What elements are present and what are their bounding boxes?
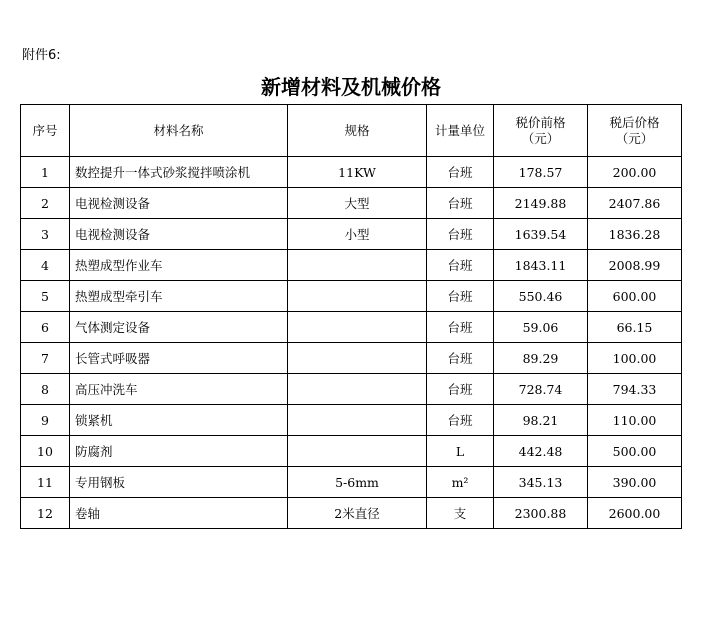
cell-post-tax: 2407.86 — [588, 188, 682, 219]
cell-pre-tax: 2300.88 — [494, 498, 588, 529]
cell-name: 热塑成型牵引车 — [70, 281, 288, 312]
attachment-label: 附件6: — [22, 48, 61, 63]
header-pre-tax-line2: （元） — [521, 130, 560, 146]
cell-seq: 11 — [21, 467, 70, 498]
cell-name: 热塑成型作业车 — [70, 250, 288, 281]
cell-post-tax: 794.33 — [588, 374, 682, 405]
header-post-tax-line2: （元） — [615, 130, 654, 146]
cell-unit: 台班 — [427, 405, 494, 436]
cell-unit: 台班 — [427, 219, 494, 250]
cell-pre-tax: 728.74 — [494, 374, 588, 405]
header-pre-tax — [494, 105, 588, 157]
cell-unit: L — [427, 436, 494, 467]
cell-name: 防腐剂 — [70, 436, 288, 467]
cell-spec — [288, 312, 427, 343]
table-row — [21, 498, 682, 529]
cell-seq: 8 — [21, 374, 70, 405]
header-name: 材料名称 — [70, 105, 288, 157]
cell-unit: 台班 — [427, 188, 494, 219]
document-title: 新增材料及机械价格 — [261, 75, 441, 99]
cell-unit: 台班 — [427, 343, 494, 374]
cell-spec: 2米直径 — [288, 498, 427, 529]
cell-spec — [288, 436, 427, 467]
table-row — [21, 436, 682, 467]
table-row — [21, 281, 682, 312]
cell-post-tax: 110.00 — [588, 405, 682, 436]
cell-name: 专用钢板 — [70, 467, 288, 498]
table-row — [21, 188, 682, 219]
cell-unit: m² — [427, 467, 494, 498]
cell-pre-tax: 1843.11 — [494, 250, 588, 281]
cell-unit: 台班 — [427, 374, 494, 405]
cell-spec: 小型 — [288, 219, 427, 250]
table-header-row — [21, 105, 682, 157]
cell-post-tax: 66.15 — [588, 312, 682, 343]
header-spec: 规格 — [288, 105, 427, 157]
cell-unit: 台班 — [427, 250, 494, 281]
cell-unit: 台班 — [427, 157, 494, 188]
header-post-tax — [588, 105, 682, 157]
cell-pre-tax: 550.46 — [494, 281, 588, 312]
cell-pre-tax: 1639.54 — [494, 219, 588, 250]
table-row — [21, 312, 682, 343]
cell-name: 卷轴 — [70, 498, 288, 529]
cell-seq: 6 — [21, 312, 70, 343]
cell-unit: 支 — [427, 498, 494, 529]
cell-seq: 3 — [21, 219, 70, 250]
cell-pre-tax: 442.48 — [494, 436, 588, 467]
cell-seq: 1 — [21, 157, 70, 188]
cell-seq: 12 — [21, 498, 70, 529]
header-unit: 计量单位 — [427, 105, 494, 157]
cell-post-tax: 500.00 — [588, 436, 682, 467]
cell-seq: 5 — [21, 281, 70, 312]
cell-spec: 大型 — [288, 188, 427, 219]
cell-spec — [288, 281, 427, 312]
cell-name: 高压冲洗车 — [70, 374, 288, 405]
cell-name: 锁紧机 — [70, 405, 288, 436]
table-row — [21, 219, 682, 250]
table-row — [21, 250, 682, 281]
cell-post-tax: 1836.28 — [588, 219, 682, 250]
cell-name: 数控提升一体式砂浆搅拌喷涂机 — [70, 157, 288, 188]
cell-pre-tax: 345.13 — [494, 467, 588, 498]
cell-post-tax: 100.00 — [588, 343, 682, 374]
cell-seq: 4 — [21, 250, 70, 281]
cell-spec — [288, 374, 427, 405]
cell-name: 长管式呼吸器 — [70, 343, 288, 374]
cell-post-tax: 600.00 — [588, 281, 682, 312]
cell-pre-tax: 59.06 — [494, 312, 588, 343]
table-row — [21, 374, 682, 405]
cell-spec — [288, 250, 427, 281]
header-seq: 序号 — [21, 105, 70, 157]
cell-pre-tax: 98.21 — [494, 405, 588, 436]
cell-seq: 10 — [21, 436, 70, 467]
table-row — [21, 343, 682, 374]
cell-name: 气体测定设备 — [70, 312, 288, 343]
cell-name: 电视检测设备 — [70, 219, 288, 250]
table-row — [21, 157, 682, 188]
cell-seq: 7 — [21, 343, 70, 374]
table-row — [21, 467, 682, 498]
cell-spec — [288, 343, 427, 374]
cell-post-tax: 2600.00 — [588, 498, 682, 529]
cell-post-tax: 390.00 — [588, 467, 682, 498]
cell-spec: 5-6mm — [288, 467, 427, 498]
header-pre-tax-line1: 税价前格 — [515, 114, 566, 130]
cell-spec: 11KW — [288, 157, 427, 188]
cell-unit: 台班 — [427, 281, 494, 312]
cell-pre-tax: 89.29 — [494, 343, 588, 374]
cell-seq: 9 — [21, 405, 70, 436]
cell-name: 电视检测设备 — [70, 188, 288, 219]
cell-pre-tax: 2149.88 — [494, 188, 588, 219]
price-table — [20, 104, 682, 529]
header-post-tax-line1: 税后价格 — [609, 114, 660, 130]
table-row — [21, 405, 682, 436]
cell-post-tax: 200.00 — [588, 157, 682, 188]
cell-pre-tax: 178.57 — [494, 157, 588, 188]
cell-unit: 台班 — [427, 312, 494, 343]
cell-spec — [288, 405, 427, 436]
cell-seq: 2 — [21, 188, 70, 219]
cell-post-tax: 2008.99 — [588, 250, 682, 281]
